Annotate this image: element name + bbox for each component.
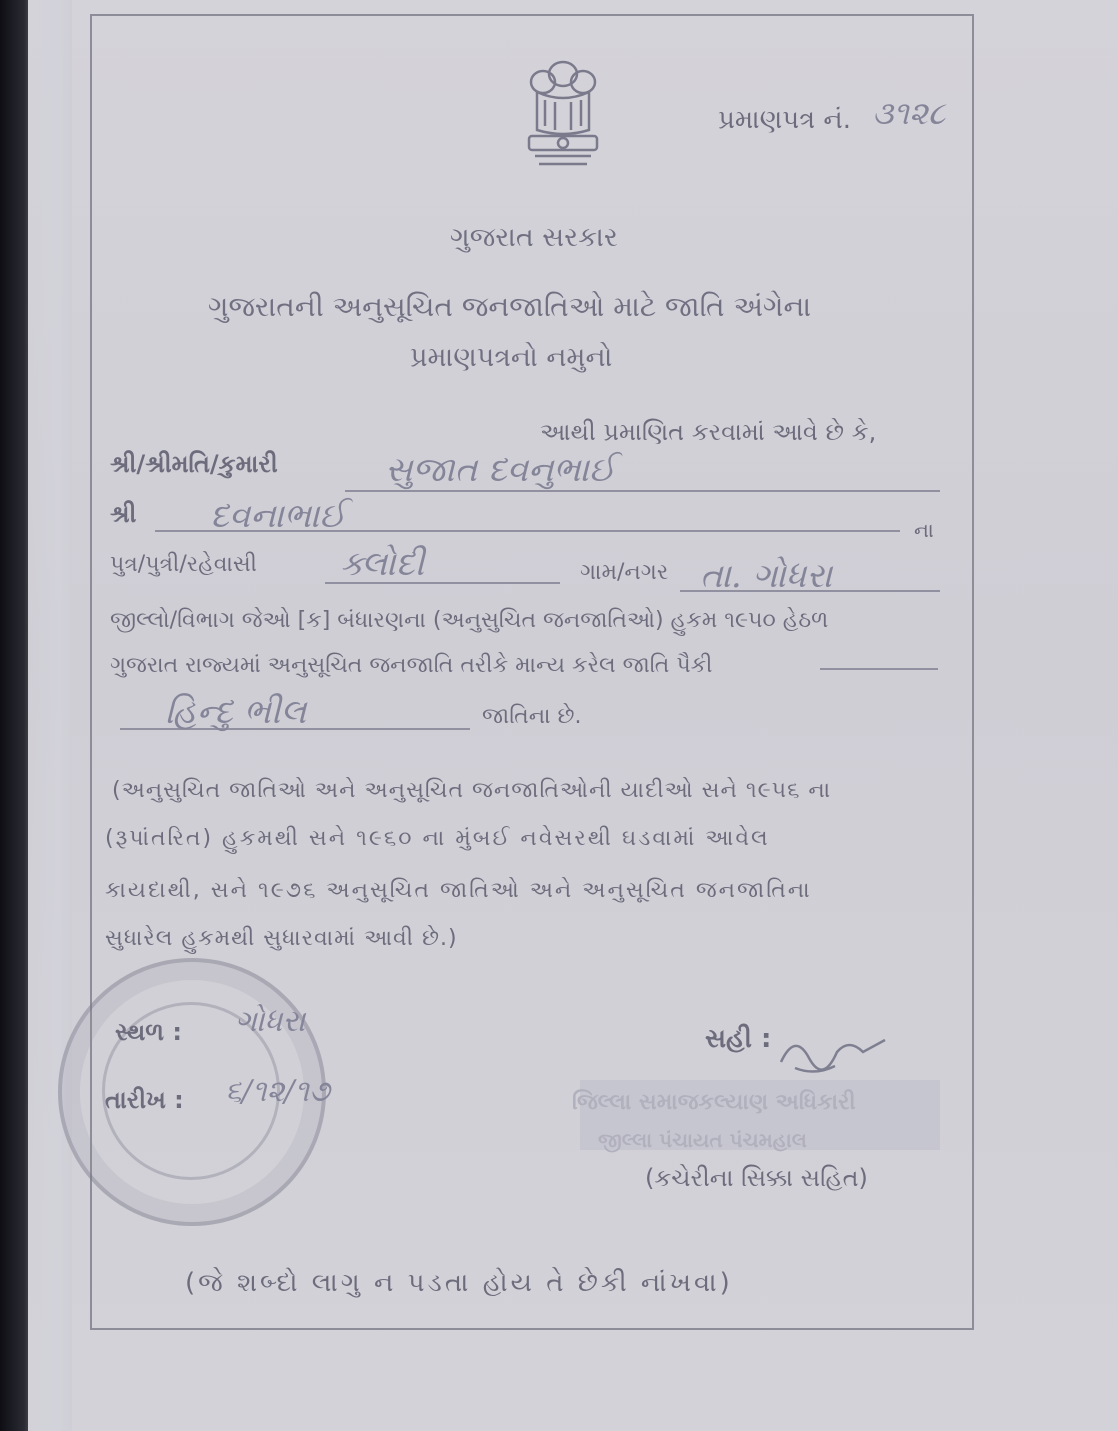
government-heading: ગુજરાત સરકાર — [450, 222, 618, 253]
certificate-number-value: ૩૧૨૮ — [872, 94, 946, 132]
title-line-1: ગુજરાતની અનુસૂચિત જનજાતિઓ માટે જાતિ અંગેના — [208, 290, 812, 323]
residence-label: પુત્ર/પુત્રી/રહેવાસી — [110, 552, 257, 577]
date-value: ૬/૧૨/૧૭ — [225, 1074, 330, 1109]
name-label: શ્રી/શ્રીમતિ/કુમારી — [110, 450, 278, 478]
officer-stamp-office: જીલ્લા પંચાયત પંચમહાલ — [598, 1128, 807, 1152]
officer-stamp-title: જિલ્લા સમાજકલ્યાણ અધિકારી — [572, 1090, 856, 1115]
note-line-4: સુધારેલ હુકમથી સુધારવામાં આવી છે.) — [105, 926, 458, 951]
instruction-note: (જે શબ્દો લાગુ ન પડતા હોય તે છેકી નાંખવા) — [185, 1268, 733, 1298]
note-line-3: કાયદાથી, સને ૧૯૭૬ અનુસૂચિત જાતિઓ અને અનુસૂચિત જનજાતિના — [105, 878, 812, 903]
signature-label: સહી : — [705, 1024, 772, 1054]
signature-scribble — [775, 1022, 895, 1082]
note-line-2: (રૂપાંતરિત) હુકમથી સને ૧૯૬૦ ના મુંબઈ નવેસરથી ઘડવામાં આવેલ — [105, 826, 770, 851]
certificate-number-label: પ્રમાણપત્ર નં. — [718, 105, 852, 135]
district-text: જીલ્લો/વિભાગ જેઓ [ક] બંધારણના (અનુસુચિત જનજાતિઓ) હુકમ ૧૯૫૦ હેઠળ — [110, 608, 829, 633]
name-value: સુજાત દવનુભાઈ — [385, 450, 616, 490]
state-underline — [820, 668, 938, 670]
village-value: તા. ગોધરા — [700, 556, 833, 596]
residence-value: ક્લોદી — [340, 544, 425, 584]
caste-suffix: જાતિના છે. — [482, 704, 582, 729]
village-label: ગામ/નગર — [580, 560, 669, 585]
note-line-1: (અનુસુચિત જાતિઓ અને અનુસૂચિત જનજાતિઓની યાદીઓ સને ૧૯૫૬ ના — [112, 778, 832, 803]
father-suffix: ના — [914, 518, 934, 542]
state-emblem-icon — [515, 52, 611, 180]
caste-value: હિન્દુ ભીલ — [165, 692, 307, 732]
place-label: સ્થળ : — [115, 1018, 182, 1046]
state-text: ગુજરાત રાજ્યમાં અનુસૂચિત જનજાતિ તરીકે માન્ય કરેલ જાતિ પૈકી — [110, 653, 713, 678]
name-underline — [345, 490, 940, 492]
seal-note: (કચેરીના સિક્કા સહિત) — [645, 1164, 868, 1192]
father-label: શ્રી — [110, 500, 137, 528]
title-line-2: પ્રમાણપત્રનો નમુનો — [410, 342, 613, 373]
paper-edge — [28, 0, 72, 1431]
certification-intro: આથી પ્રમાણિત કરવામાં આવે છે કે, — [540, 418, 877, 446]
place-value: ગોધરા — [235, 1004, 306, 1039]
father-value: દવનાભાઈ — [210, 496, 346, 536]
date-label: તારીખ : — [105, 1086, 184, 1114]
